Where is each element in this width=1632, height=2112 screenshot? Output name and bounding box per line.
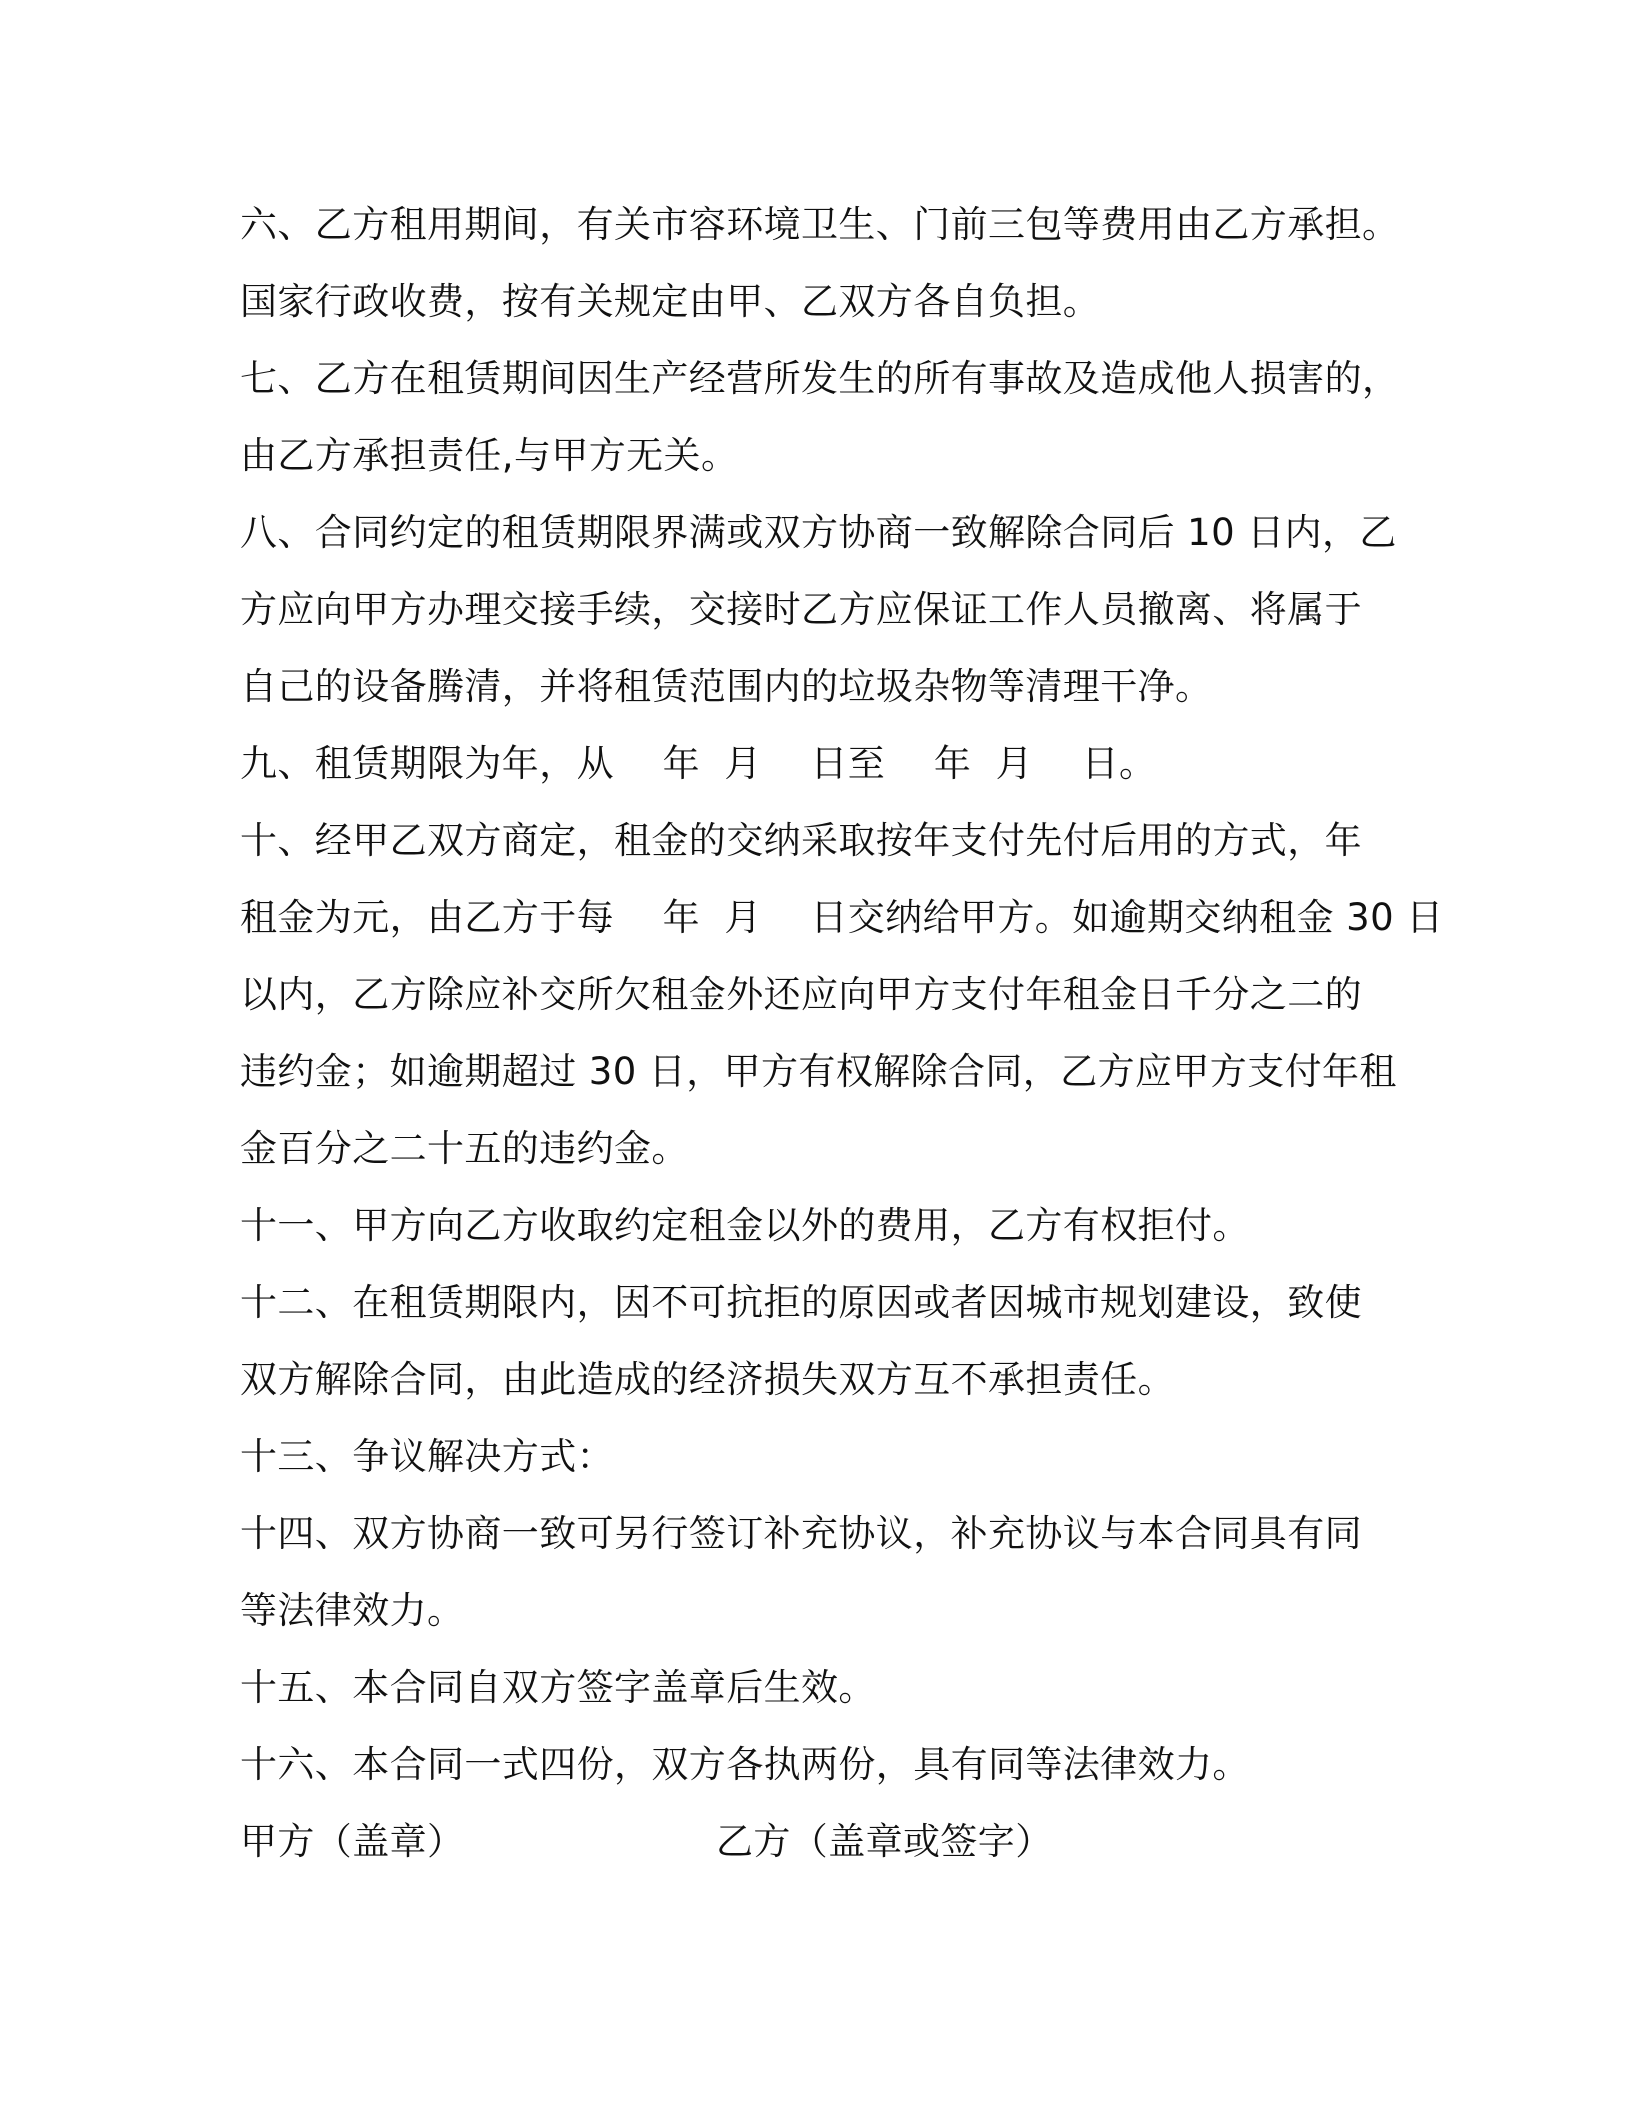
clause-12 — [240, 1264, 1390, 1418]
clause-7-line-1: 七、乙方在租赁期间因生产经营所发生的所有事故及造成他人损害的， — [240, 357, 1400, 400]
clause-10-line-4: 违约金；如逾期超过 30 日，甲方有权解除合同，乙方应甲方支付年租 — [240, 1050, 1397, 1093]
clause-14 — [240, 1495, 1390, 1649]
clause-8-line-3: 自己的设备腾清，并将租赁范围内的垃圾杂物等清理干净。 — [240, 665, 1213, 708]
clause-14-line-2: 等法律效力。 — [240, 1589, 465, 1632]
clause-8-line-2: 方应向甲方办理交接手续，交接时乙方应保证工作人员撤离、将属于 — [240, 588, 1362, 631]
clause-9 — [240, 725, 1390, 802]
clause-16 — [240, 1726, 1390, 1803]
party-a-signature-label: 甲方（盖章） — [240, 1820, 465, 1863]
clause-9-line-1: 九、租赁期限为年，从 年 月 日至 年 月 日。 — [240, 742, 1157, 785]
clause-6-line-2: 国家行政收费，按有关规定由甲、乙双方各自负担。 — [240, 280, 1101, 323]
clause-11-line-1: 十一、甲方向乙方收取约定租金以外的费用，乙方有权拒付。 — [240, 1204, 1250, 1247]
clause-12-line-1: 十二、在租赁期限内，因不可抗拒的原因或者因城市规划建设，致使 — [240, 1281, 1362, 1324]
clause-14-line-1: 十四、双方协商一致可另行签订补充协议，补充协议与本合同具有同 — [240, 1512, 1362, 1555]
clause-15 — [240, 1649, 1390, 1726]
clause-8 — [240, 494, 1397, 725]
clause-15-line-1: 十五、本合同自双方签字盖章后生效。 — [240, 1666, 876, 1709]
clause-13-line-1: 十三、争议解决方式： — [240, 1435, 614, 1478]
clause-12-line-2: 双方解除合同，由此造成的经济损失双方互不承担责任。 — [240, 1358, 1175, 1401]
clause-10-line-5: 金百分之二十五的违约金。 — [240, 1127, 689, 1170]
clause-10-line-2: 租金为元，由乙方于每 年 月 日交纳给甲方。如逾期交纳租金 30 日 — [240, 896, 1444, 939]
clause-10-line-1: 十、经甲乙双方商定，租金的交纳采取按年支付先付后用的方式，年 — [240, 819, 1362, 862]
clause-13 — [240, 1418, 1390, 1495]
clause-11 — [240, 1187, 1390, 1264]
clause-16-line-1: 十六、本合同一式四份，双方各执两份，具有同等法律效力。 — [240, 1743, 1250, 1786]
clause-6-line-1: 六、乙方租用期间，有关市容环境卫生、门前三包等费用由乙方承担。 — [240, 203, 1400, 246]
party-b-signature-label: 乙方（盖章或签字） — [716, 1820, 1053, 1863]
signature-row — [240, 1803, 1390, 1880]
clause-6 — [240, 186, 1400, 340]
clause-7 — [240, 340, 1400, 494]
clause-10 — [240, 802, 1444, 1187]
contract-body — [240, 186, 1444, 1880]
clause-8-line-1: 八、合同约定的租赁期限界满或双方协商一致解除合同后 10 日内，乙 — [240, 511, 1397, 554]
clause-10-line-3: 以内，乙方除应补交所欠租金外还应向甲方支付年租金日千分之二的 — [240, 973, 1362, 1016]
clause-7-line-2: 由乙方承担责任,与甲方无关。 — [240, 434, 739, 477]
